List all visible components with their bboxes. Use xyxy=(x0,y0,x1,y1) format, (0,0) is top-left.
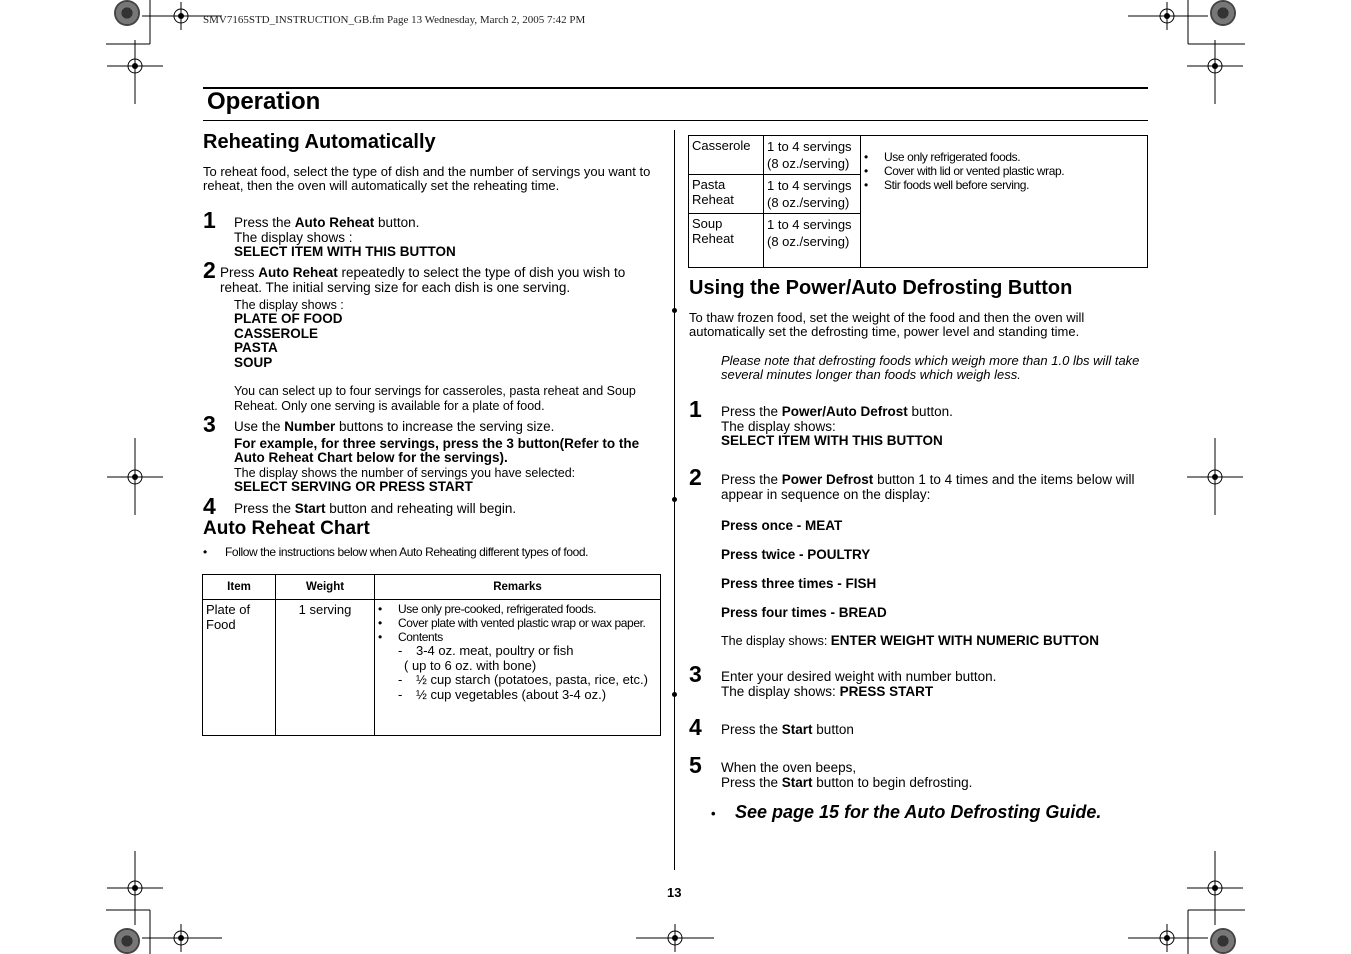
auto-reheat-table xyxy=(202,574,661,736)
row-remarks: • Use only pre-cooked, refrigerated foods. • Cover plate with vented plastic wrap or wax paper. • Contents - 3-4 oz. meat, poultry or fish ( up to 6 oz. with bone) - ½ cup starch (potatoes, pasta, rice, etc.) - ½ cup vegetables (about 3-4 oz.) xyxy=(375,600,661,736)
row-item: Plate of Food xyxy=(203,600,276,736)
row-remarks: • Use only refrigerated foods. • Cover with lid or vented plastic wrap. • Stir foods well before serving. xyxy=(861,136,1148,268)
step-number: 3 xyxy=(203,411,216,437)
table-header-weight: Weight xyxy=(276,575,375,600)
title-bottom-rule xyxy=(203,120,1148,121)
divider-dot xyxy=(672,692,677,697)
row-weight: 1 serving xyxy=(276,600,375,736)
row-item: Casserole xyxy=(689,136,764,175)
reheat-step-1: Press the Auto Reheat button. The display shows : SELECT ITEM WITH THIS BUTTON xyxy=(234,215,456,259)
defrost-step-1: Press the Power/Auto Defrost button. The display shows: SELECT ITEM WITH THIS BUTTON xyxy=(721,404,953,448)
defrost-intro: To thaw frozen food, set the weight of the food and then the oven will automatically set the defrosting time, power level and standing time. xyxy=(689,310,1085,339)
reheat-step-4: Press the Start button and reheating will begin. xyxy=(234,501,517,516)
page-number: 13 xyxy=(667,885,682,900)
step-number: 4 xyxy=(203,493,216,519)
defrost-step-2: Press the Power Defrost button 1 to 4 times and the items below will appear in sequence on the display: Press once - MEAT Press twice - POULTRY Press three times - FISH Press four times - BREAD The display shows: ENTER WEIGHT WITH NUMERIC BUTTON xyxy=(721,472,1135,648)
row-weight: 1 to 4 servings (8 oz./serving) xyxy=(764,214,861,268)
row-item: Soup Reheat xyxy=(689,214,764,268)
reheat-step-2: Press Auto Reheat repeatedly to select the type of dish you wish to reheat. The initial serving size for each dish is one serving. The display shows : PLATE OF FOOD CASSEROLE PASTA SOUP You can select up to four servings for casseroles, pasta reheat and Soup Reheat. Only one serving is available for a plate of food. xyxy=(220,265,636,413)
defrost-step-3: Enter your desired weight with number button. The display shows: PRESS START xyxy=(721,669,997,699)
table-header-remarks: Remarks xyxy=(375,575,661,600)
title-top-rule xyxy=(203,87,1148,89)
step-number: 1 xyxy=(689,396,702,422)
section-title: Operation xyxy=(207,88,321,115)
step-number: 5 xyxy=(689,752,702,778)
row-weight: 1 to 4 servings (8 oz./serving) xyxy=(764,175,861,214)
row-weight: 1 to 4 servings (8 oz./serving) xyxy=(764,136,861,175)
step-number: 1 xyxy=(203,207,216,233)
auto-reheat-table-continued xyxy=(688,135,1148,268)
file-header-line: SMV7165STD_INSTRUCTION_GB.fm Page 13 Wednesday, March 2, 2005 7:42 PM xyxy=(203,14,586,26)
table-row xyxy=(689,136,1148,175)
defrost-heading: Using the Power/Auto Defrosting Button xyxy=(689,277,1073,299)
see-page-reference: • See page 15 for the Auto Defrosting Guide. xyxy=(711,802,1102,822)
reheat-step-3: Use the Number buttons to increase the serving size. For example, for three servings, press the 3 button(Refer to the Auto Reheat Chart below for the servings). The display shows the number of servings you have selected: SELECT SERVING OR PRESS START xyxy=(234,419,640,494)
step-number: 2 xyxy=(203,257,216,283)
defrost-step-4: Press the Start button xyxy=(721,722,854,737)
defrost-step-5: When the oven beeps, Press the Start button to begin defrosting. xyxy=(721,760,973,790)
table-header-item: Item xyxy=(203,575,276,600)
chart-bullet: • Follow the instructions below when Auto Reheating different types of food. xyxy=(203,545,589,559)
divider-dot xyxy=(672,308,677,313)
step-number: 3 xyxy=(689,661,702,687)
auto-reheat-chart-heading: Auto Reheat Chart xyxy=(203,518,370,539)
table-row xyxy=(203,600,661,736)
reheating-intro: To reheat food, select the type of dish and the number of servings you want to reheat, then the oven will automatically set the reheating time. xyxy=(203,164,651,193)
reheating-heading: Reheating Automatically xyxy=(203,131,436,153)
step-number: 2 xyxy=(689,464,702,490)
row-item: Pasta Reheat xyxy=(689,175,764,214)
defrost-note: Please note that defrosting foods which weigh more than 1.0 lbs will take several minutes longer than foods which weigh less. xyxy=(721,353,1140,382)
divider-dot xyxy=(672,497,677,502)
step-number: 4 xyxy=(689,714,702,740)
